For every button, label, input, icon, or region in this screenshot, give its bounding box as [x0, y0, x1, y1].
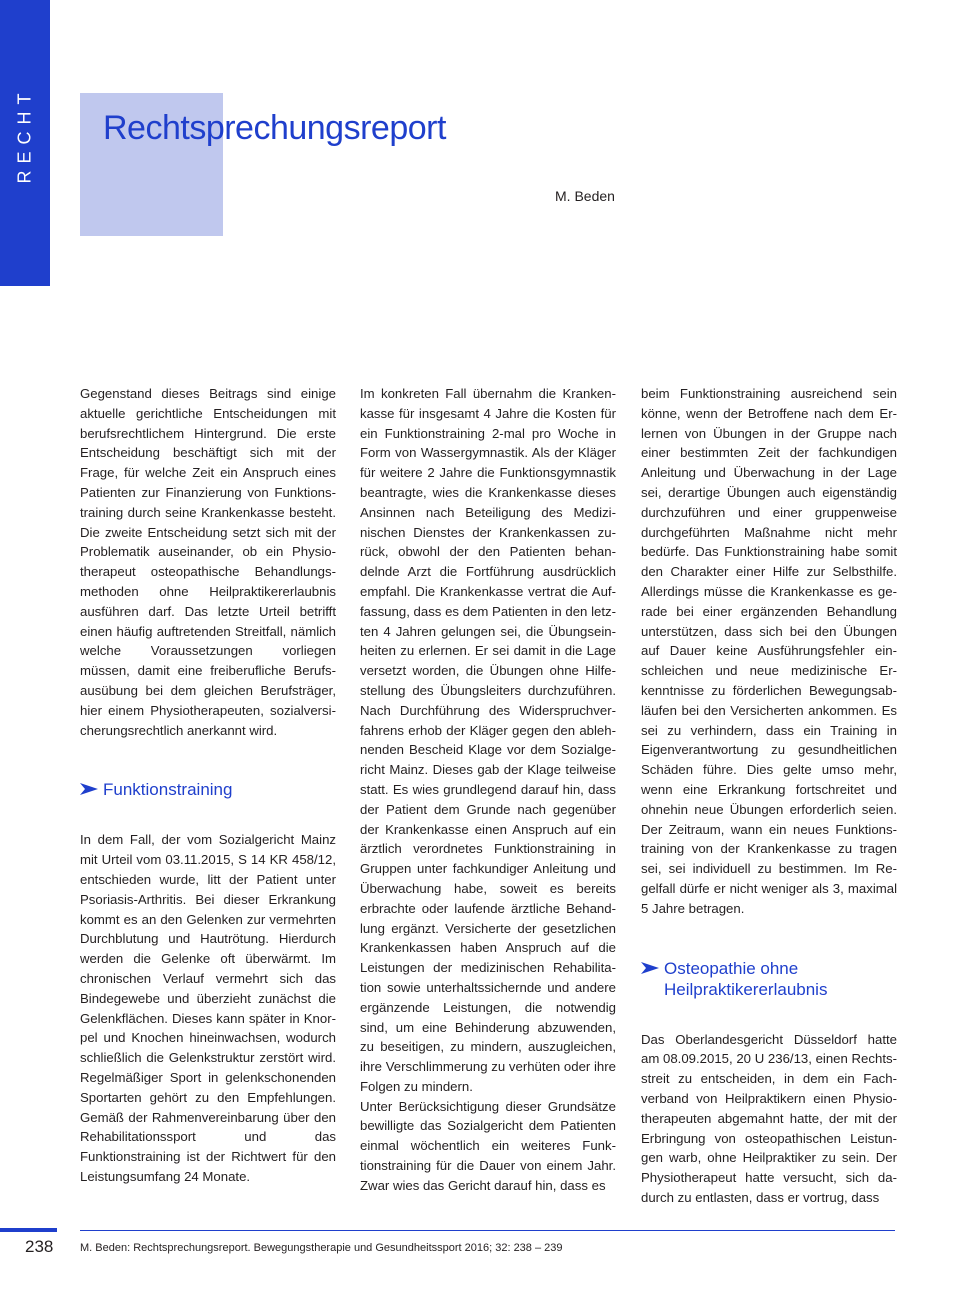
- citation-journal: Bewegungstherapie und Gesundheitssport 2016; 32: 238 – 239: [253, 1242, 563, 1254]
- paragraph: Im konkreten Fall übernahm die Krankenkasse für insgesamt 4 Jahre die Kosten für ein Funktionstraining 2-mal pro Woche in Form von Wassergymnastik. Als der Kläger für weitere 2 Jahre die Funktionsgymnastik beantragte, wies die Krankenkasse dieses Ansinnen nach Beteiligung des Medizinischen Dienstes der Krankenkassen zurück, obwohl der den Patienten behandelnde Arzt die Fortführung ausdrücklich empfahl. Die Krankenkasse vertrat die Auffassung, dass es dem Patienten in den letzten 4 Jahren gelungen sei, die Übungseinheiten zu erlernen. Er sei damit in die Lage versetzt worden, die Übungen ohne Hilfestellung des Übungsleiters durchzuführen. Nach Durchführung des Widerspruchverfahrens erhob der Kläger gegen den ablehnenden Bescheid Klage vor dem Sozialgericht Mainz. Dieses gab der Klage teilweise statt. Es wies grundlegend darauf hin, dass der Patient dem Grunde nach gegenüber der Krankenkasse einen Anspruch auf ein ärztlich verordnetes Funktionstraining in Gruppen unter fachkundiger Anleitung und Überwachung habe, soweit es bereits erbrachte oder laufende ärztliche Behandlung ergänzt. Versicherte der gesetzlichen Krankenkassen haben Anspruch auf die Leistungen der medizinischen Rehabilitation sowie unterhaltssichernde und andere ergänzende Leistungen, die notwendig sind, um eine Behinderung abzuwenden, zu beseitigen, zu mindern, auszugleichen, ihre Verschlimmerung zu verhüten oder ihre Folgen zu mindern.: [360, 386, 616, 1094]
- paragraph: In dem Fall, der vom Sozialgericht Mainz mit Urteil vom 03.11.2015, S 14 KR 458/12, entschieden wurde, litt der Patient unter Psoriasis-Arthritis. Bei dieser Erkrankung kommt es an den Gelenken zur vermehrten Durchblutung und Hautrötung. Hierdurch werden die Gelenke oft überwärmt. Im chronischen Verlauf vermehrt sich das Bindegewebe und überzieht zunächst die Gelenkflächen. Dieses kann später in Knorpel und Knochen hineinwachsen, wodurch schließlich die Gelenkstruktur zerstört wird. Regelmäßiger Sport in gelenkschonenden Sportarten gehört zu den Empfehlungen. Gemäß der Rahmenvereinbarung über den Rehabilitationssport und das Funktionstraining ist der Richtwert für den Leistungsumfang 24 Monate.: [80, 832, 336, 1184]
- arrow-icon: [80, 783, 98, 795]
- citation-author-title: M. Beden: Rechtsprechungsreport.: [80, 1242, 254, 1254]
- section-heading-funktionstraining: [80, 779, 336, 800]
- author: M. Beden: [555, 188, 615, 204]
- footer-citation: [80, 1242, 563, 1254]
- section-heading-text: Osteopathie ohne Heilpraktikererlaubnis: [664, 958, 828, 999]
- column-1: [80, 384, 336, 1187]
- footer-rule: [80, 1230, 895, 1231]
- section-heading-text: Funktionstraining: [103, 780, 233, 800]
- section-heading-osteopathie: [641, 958, 897, 1000]
- page-title: Rechtsprechungsreport: [103, 109, 446, 147]
- footer-accent-bar: [0, 1228, 57, 1232]
- paragraph: Unter Berücksichtigung dieser Grundsätze bewilligte das Sozialgericht dem Patienten einmal wöchentlich ein weiteres Funktionstraining für die Dauer von einem Jahr. Zwar wies das Gericht darauf hin, dass es: [360, 1098, 616, 1193]
- section-tab: [0, 0, 50, 286]
- section-tab-label: RECHT: [14, 86, 35, 184]
- intro-paragraph: Gegenstand dieses Beitrags sind einige aktuelle gerichtliche Entscheidungen mit berufsrechtlichem Hintergrund. Die erste Entscheidung beschäftigt sich mit der Frage, für welche Zeit ein Anspruch eines Patienten zur Finanzierung von Funktionstraining durch seine Krankenkasse besteht. Die zweite Entscheidung setzt sich mit der Problematik auseinander, ob ein Physiotherapeut osteopathische Behandlungsmethoden ohne Heilpraktikererlaubnis ausführen darf. Das letzte Urteil betrifft einen häufig auftretenden Streitfall, nämlich welche Voraussetzungen vorliegen müssen, damit eine freiberufliche Berufsausübung bei dem gleichen Berufsträger, hier einem Physiotherapeuten, sozialversicherungsrechtlich anerkannt wird.: [80, 386, 336, 738]
- arrow-icon: [641, 962, 659, 974]
- column-2: [360, 384, 616, 1196]
- paragraph-continued: beim Funktionstraining ausreichend sein könne, wenn der Betroffene nach dem Erlernen von Übungen in der Gruppe nach einer bestimmten Zeit der fachkundigen Anleitung und Überwachung in der Lage sei, derartige Übungen auch eigenständig durchzuführen und einer gruppenweise durchgeführten Maßnahme nicht mehr bedürfe. Das Funktionstraining habe somit den Charakter einer Hilfe zur Selbsthilfe. Allerdings müsse die Krankenkasse es gerade bei einer ergänzenden Behandlung unterstützen, dass sich bei den Übungen auf Dauer keine Ausführungsfehler einschleichen und neue medizinische Erkenntnisse zu förderlichen Bewegungsabläufen bei den Versicherten ankommen. Es sei zu verhindern, dass ein Training in Eigenverantwortung zu gesundheitlichen Schäden führe. Dies gelte umso mehr, wenn eine Erkrankung fortschreitet und ohnehin neue Übungen erforderlich seien. Der Zeitraum, wann ein neues Funktionstraining von der Krankenkasse zu tragen sei, sei individuell zu bestimmen. Im Regelfall dürfe er nicht weniger als 3, maximal 5 Jahre betragen.: [641, 386, 897, 916]
- column-3: [641, 384, 897, 1208]
- page-number: 238: [25, 1237, 54, 1256]
- paragraph: Das Oberlandesgericht Düsseldorf hatte am 08.09.2015, 20 U 236/13, einen Rechtsstreit zu entscheiden, in dem ein Fachverband von Heilpraktikern einen Physiotherapeuten abgemahnt hatte, der mit der Erbringung von osteopathischen Leistungen warb, ohne Heilpraktiker zu sein. Der Physiotherapeut hatte versucht, sich dadurch zu entlasten, dass er vortrug, dass: [641, 1031, 897, 1205]
